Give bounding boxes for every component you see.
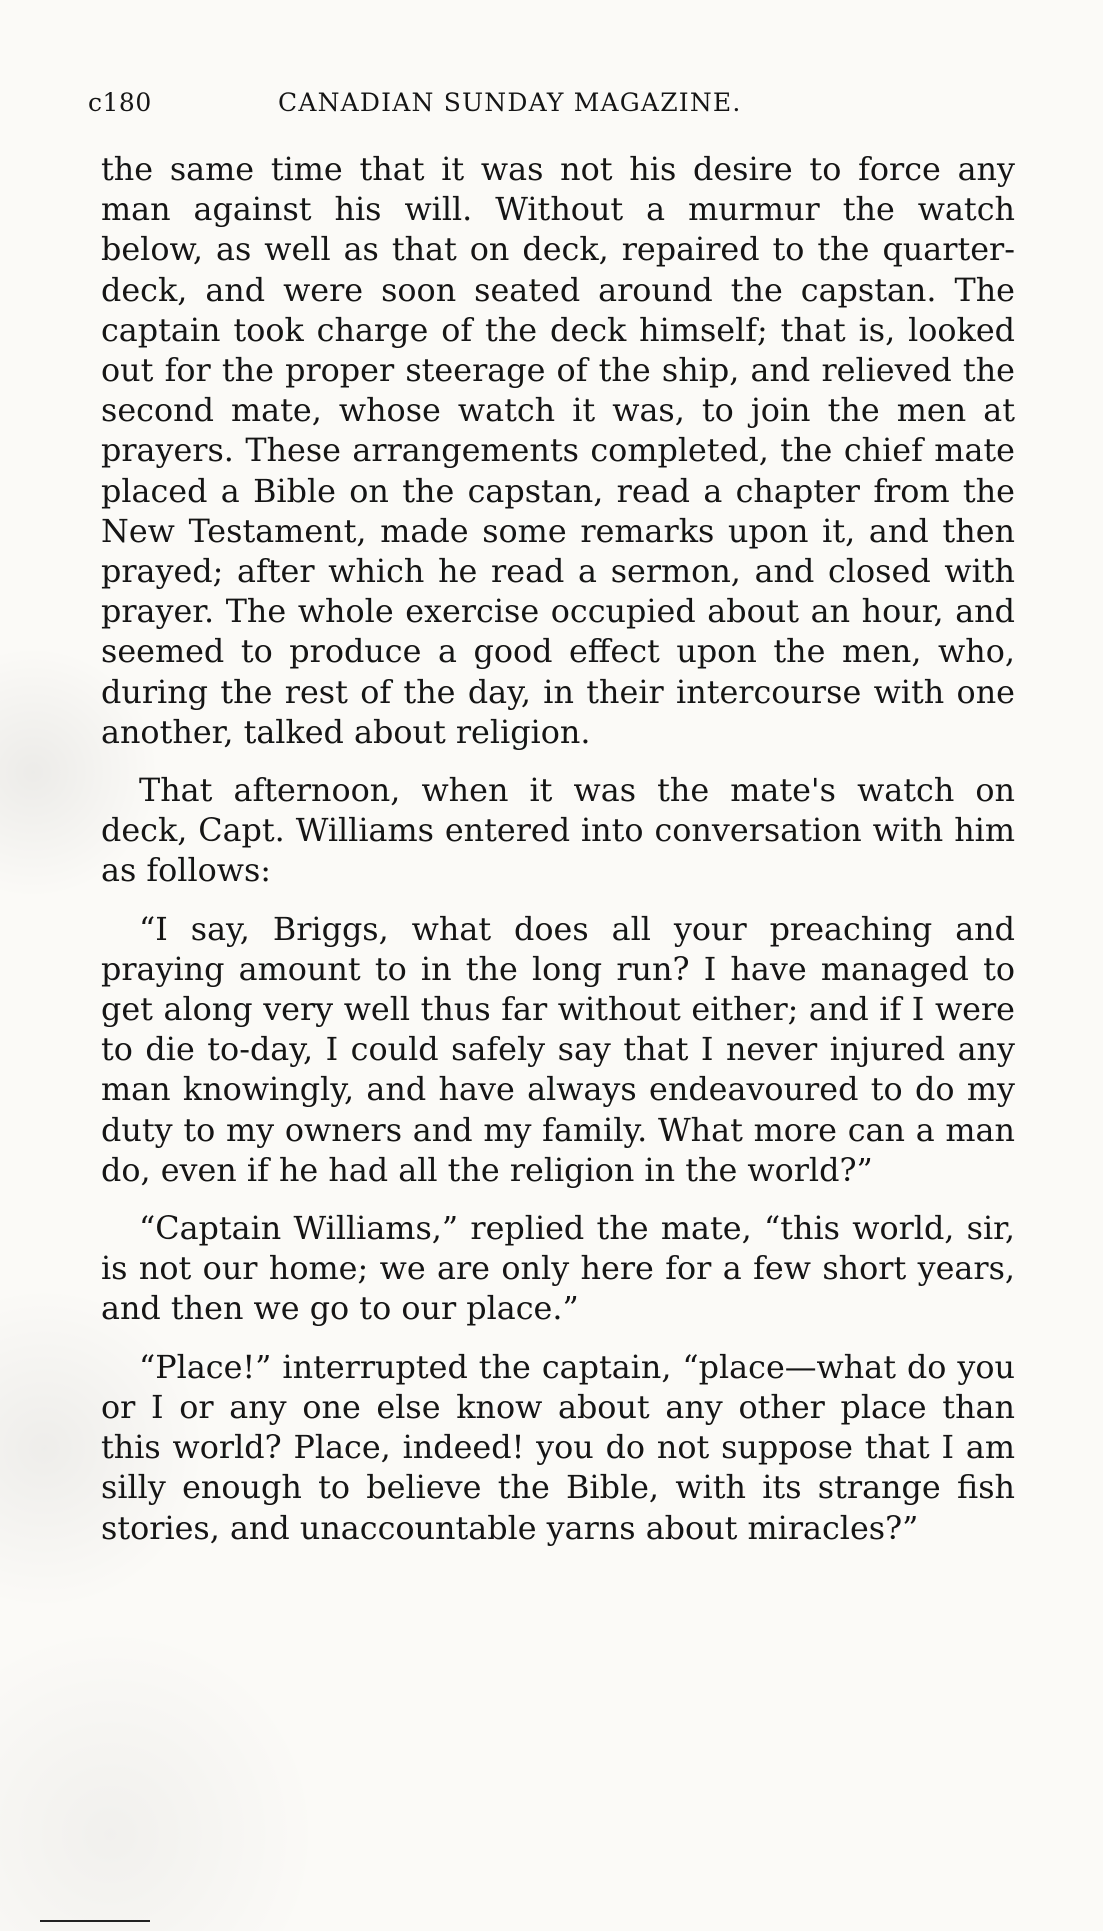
paragraph-captain-question: “I say, Briggs, what does all your preaching and praying amount to in the long run? I have managed to get along very well thus far without either; and if I were to die to-day, I could safely say that I never injured any man knowingly, and have always endeavoured to do my duty to my owners and my family. What more can a man do, even if he had all the religion in the world?”	[101, 910, 1015, 1189]
page-number: c180	[88, 88, 152, 117]
running-head	[88, 88, 1018, 128]
paragraph-continuation: the same time that it was not his desire to force any man against his will. Without a murmur the watch below, as well as that on deck, repaired to the quarter-deck, and were soon seated around the capstan. The captain took charge of the deck himself; that is, looked out for the proper steerage of the ship, and relieved the second mate, whose watch it was, to join the men at prayers. These arrangements completed, the chief mate placed a Bible on the capstan, read a chapter from the New Testament, made some remarks upon it, and then prayed; after which he read a sermon, and closed with prayer. The whole exercise occupied about an hour, and seemed to produce a good effect upon the men, who, during the rest of the day, in their intercourse with one another, talked about religion.	[101, 151, 1015, 751]
paragraph-mate-reply: “Captain Williams,” replied the mate, “this world, sir, is not our home; we are only here for a few short years, and then we go to our place.”	[101, 1210, 1015, 1328]
paragraph-afternoon: That afternoon, when it was the mate's watch on deck, Capt. Williams entered into conversation with him as follows:	[101, 772, 1015, 890]
body-text	[101, 150, 1015, 1549]
journal-title: CANADIAN SUNDAY MAGAZINE.	[278, 88, 742, 117]
paragraph-captain-retort: “Place!” interrupted the captain, “place—what do you or I or any one else know about any other place than this world? Place, indeed! you do not suppose that I am silly enough to believe the Bible, with its strange fish stories, and unaccountable yarns about miracles?”	[101, 1348, 1015, 1547]
footer-rule	[40, 1920, 150, 1922]
